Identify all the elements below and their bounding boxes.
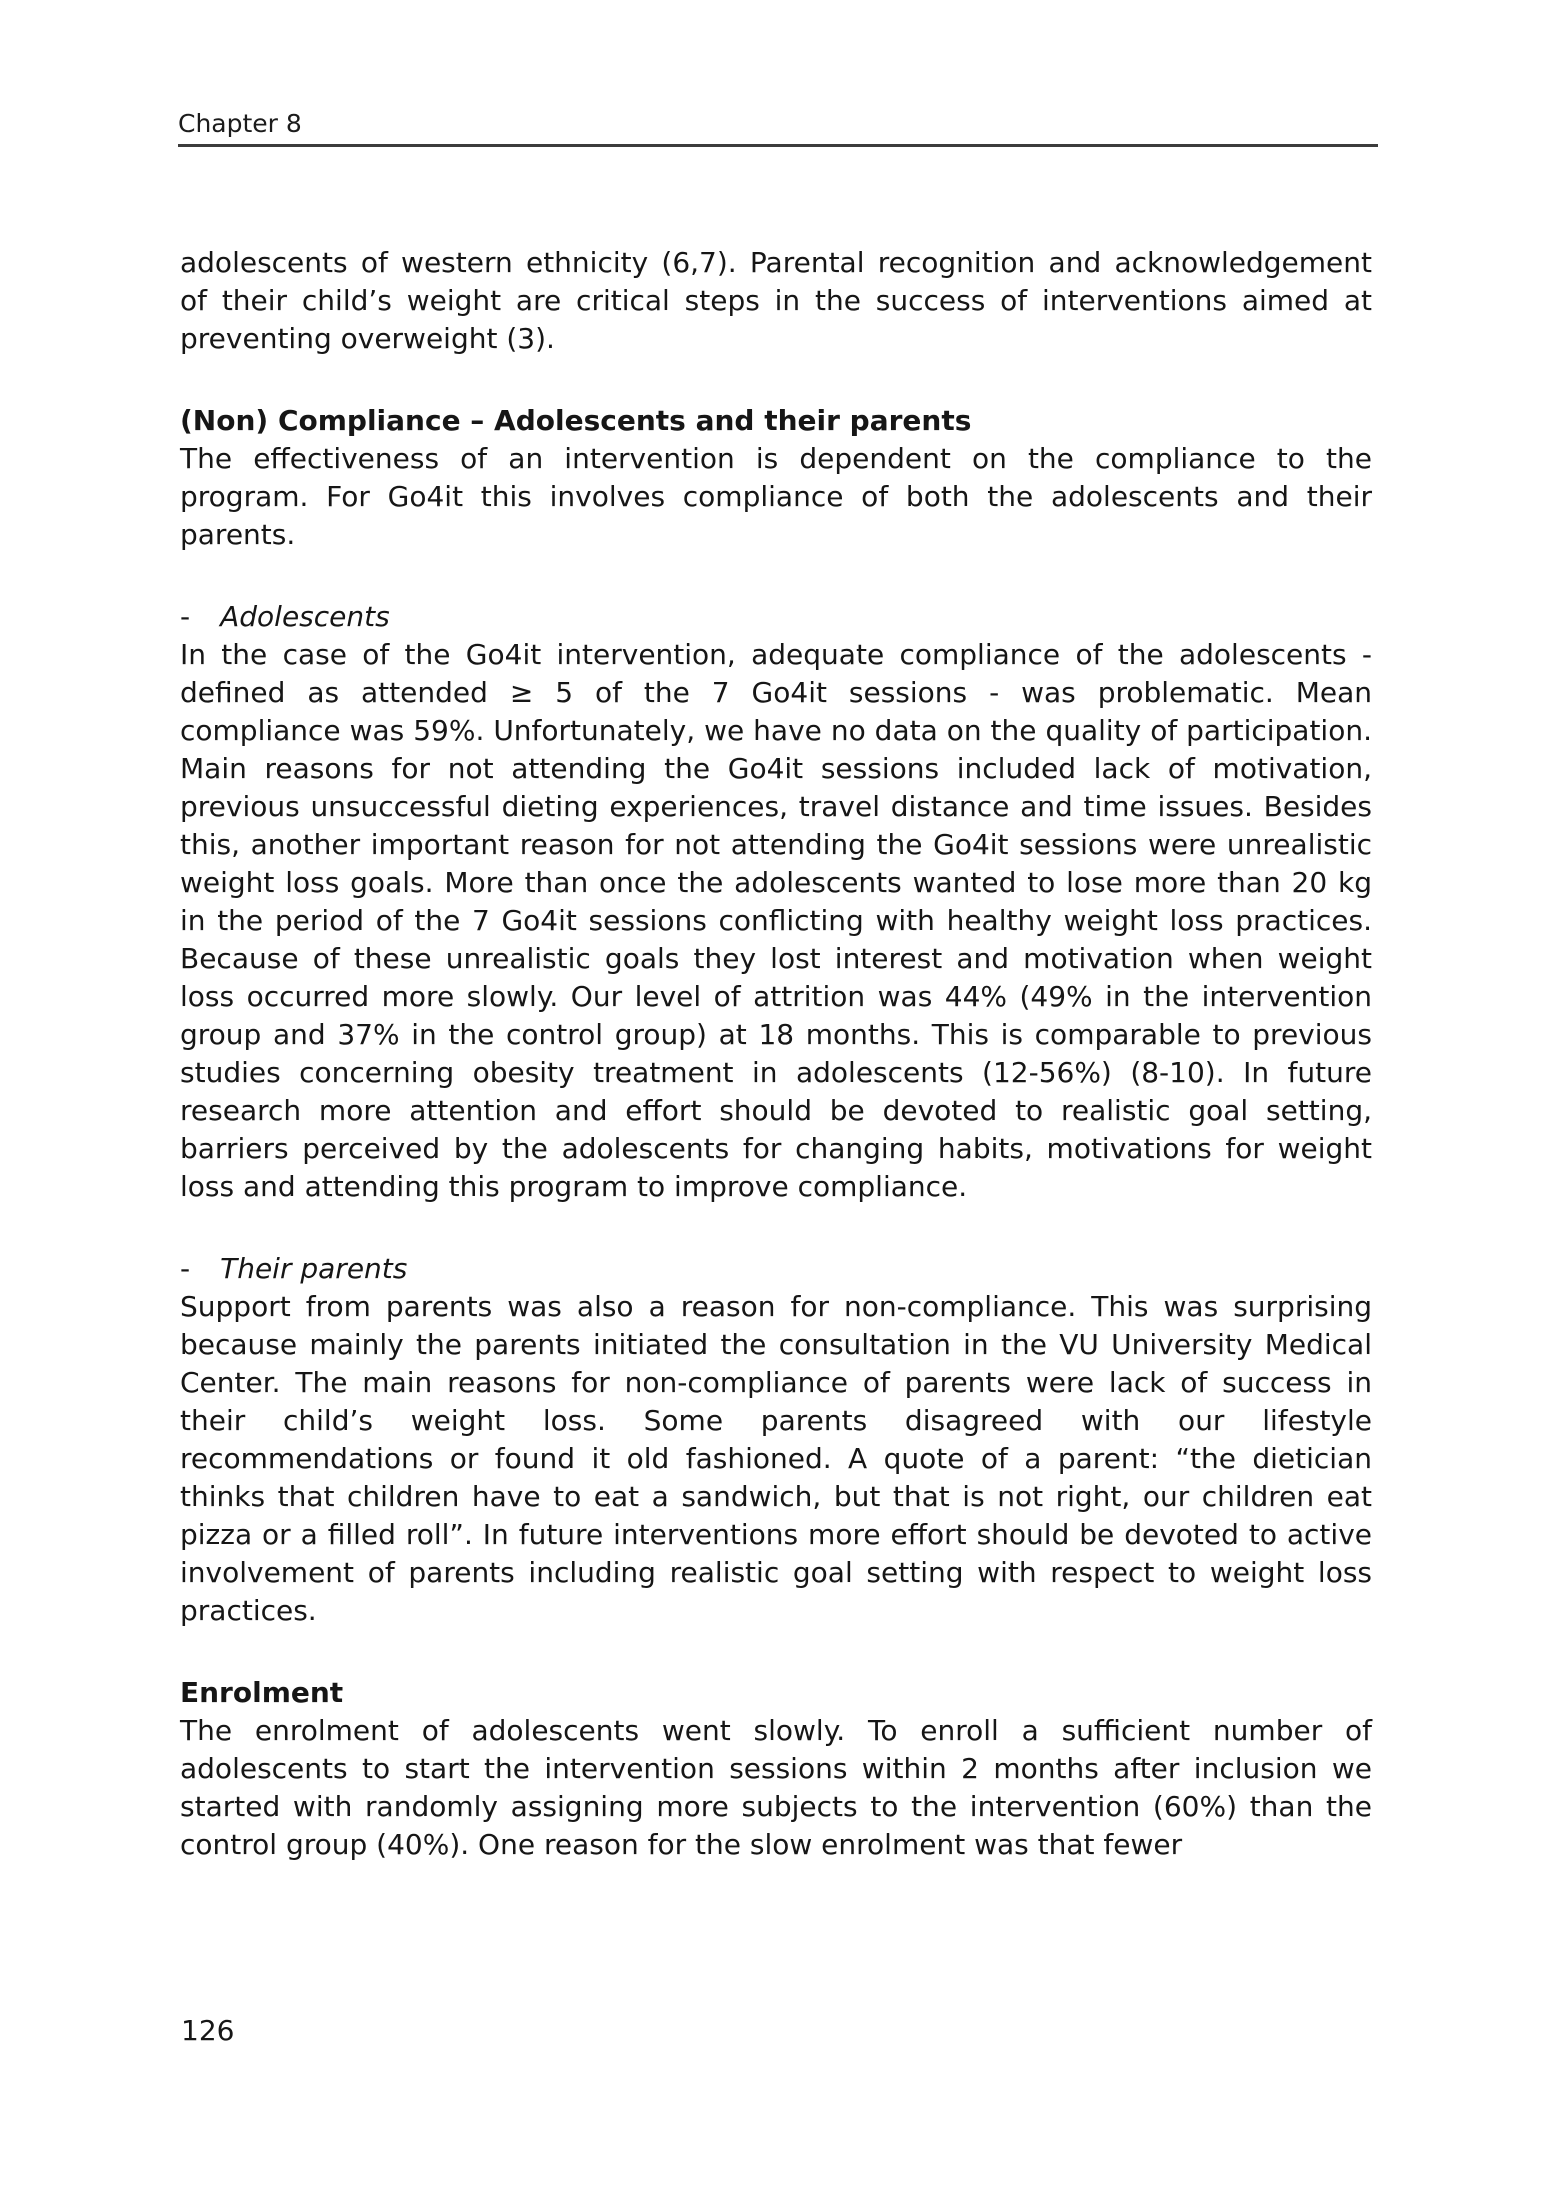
enrolment-heading: Enrolment bbox=[180, 1676, 344, 1709]
compliance-heading: (Non) Compliance – Adolescents and their parents bbox=[180, 404, 972, 437]
parents-paragraph: Support from parents was also a reason for non-compliance. This was surprising because mainly the parents initiated the consultation in the VU University Medical Center. The main reasons for non-compliance of parents were lack of success in their child’s weight loss. Some parents disagreed with our lifestyle recommendations or found it old fashioned. A quote of a parent: “the dietician thinks that children have to eat a sandwich, but that is not right, our children eat pizza or a filled roll”. In future interventions more effort should be devoted to active involvement of parents including realistic goal setting with respect to weight loss practices. bbox=[180, 1290, 1372, 1627]
parents-subheading bbox=[180, 1250, 1372, 1288]
parents-label: Their parents bbox=[220, 1252, 408, 1285]
page-content bbox=[180, 244, 1372, 1864]
compliance-paragraph: The effectiveness of an intervention is dependent on the compliance to the program. For Go4it this involves compliance of both the adolescents and their parents. bbox=[180, 442, 1372, 551]
list-dash: - bbox=[180, 600, 191, 633]
intro-paragraph: adolescents of western ethnicity (6,7). Parental recognition and acknowledgement of their child’s weight are critical steps in the success of interventions aimed at preventing overweight (3). bbox=[180, 246, 1372, 355]
adolescents-subheading bbox=[180, 598, 1372, 636]
adolescents-label: Adolescents bbox=[220, 600, 390, 633]
list-dash: - bbox=[180, 1252, 191, 1285]
page-number: 126 bbox=[181, 2014, 235, 2047]
enrolment-paragraph: The enrolment of adolescents went slowly. To enroll a sufficient number of adolescents to start the intervention sessions within 2 months after inclusion we started with randomly assigning more subjects to the intervention (60%) than the control group (40%). One reason for the slow enrolment was that fewer bbox=[180, 1714, 1372, 1861]
page-header bbox=[178, 108, 1378, 147]
adolescents-paragraph: In the case of the Go4it intervention, adequate compliance of the adolescents - defined as attended ≥ 5 of the 7 Go4it sessions - was problematic. Mean compliance was 59%. Unfortunately, we have no data on the quality of participation. Main reasons for not attending the Go4it sessions included lack of motivation, previous unsuccessful dieting experiences, travel distance and time issues. Besides this, another important reason for not attending the Go4it sessions were unrealistic weight loss goals. More than once the adolescents wanted to lose more than 20 kg in the period of the 7 Go4it sessions conflicting with healthy weight loss practices. Because of these unrealistic goals they lost interest and motivation when weight loss occurred more slowly. Our level of attrition was 44% (49% in the intervention group and 37% in the control group) at 18 months. This is comparable to previous studies concerning obesity treatment in adolescents (12-56%) (8-10). In future research more attention and effort should be devoted to realistic goal setting, barriers perceived by the adolescents for changing habits, motivations for weight loss and attending this program to improve compliance. bbox=[180, 638, 1372, 1203]
running-header-text: Chapter 8 bbox=[178, 109, 302, 138]
